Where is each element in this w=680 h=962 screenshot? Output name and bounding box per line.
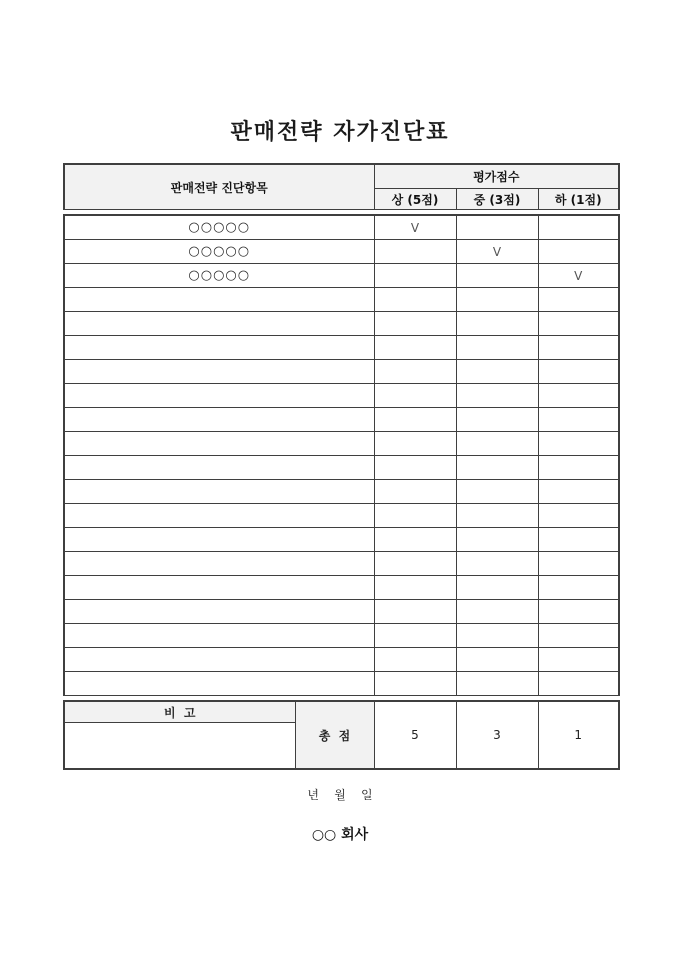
score-check-cell bbox=[456, 432, 538, 456]
score-check-cell bbox=[374, 432, 456, 456]
score-check-cell bbox=[374, 360, 456, 384]
score-check-cell bbox=[538, 432, 619, 456]
diagnosis-item-cell bbox=[64, 312, 374, 336]
table-row bbox=[64, 528, 619, 552]
table-row bbox=[64, 576, 619, 600]
remarks-header-cell: 비 고 bbox=[64, 701, 295, 723]
score-check-cell bbox=[374, 576, 456, 600]
table-row bbox=[64, 552, 619, 576]
score-check-cell bbox=[538, 600, 619, 624]
diagnosis-item-cell bbox=[64, 600, 374, 624]
total-mid-value-cell: 3 bbox=[456, 701, 538, 769]
score-check-cell bbox=[374, 288, 456, 312]
diagnosis-item-cell bbox=[64, 432, 374, 456]
table-row bbox=[64, 215, 619, 240]
total-low-value-cell: 1 bbox=[538, 701, 619, 769]
table-row bbox=[64, 456, 619, 480]
table-row bbox=[64, 384, 619, 408]
score-check-cell bbox=[538, 336, 619, 360]
table-row bbox=[64, 504, 619, 528]
diagnosis-item-cell: ○○○○○ bbox=[64, 240, 374, 264]
diagnosis-table-body bbox=[63, 214, 620, 696]
score-check-cell bbox=[456, 215, 538, 240]
score-group-header: 평가점수 bbox=[374, 164, 619, 189]
score-check-cell: V bbox=[374, 215, 456, 240]
score-check-cell bbox=[538, 528, 619, 552]
score-check-cell bbox=[538, 408, 619, 432]
score-check-cell bbox=[374, 600, 456, 624]
score-check-cell bbox=[538, 624, 619, 648]
table-row bbox=[64, 672, 619, 696]
table-row bbox=[64, 432, 619, 456]
score-check-cell: V bbox=[538, 264, 619, 288]
table-row bbox=[64, 360, 619, 384]
score-check-cell bbox=[456, 600, 538, 624]
diagnosis-item-cell bbox=[64, 360, 374, 384]
diagnosis-item-cell bbox=[64, 288, 374, 312]
score-check-cell bbox=[374, 672, 456, 696]
score-check-cell bbox=[456, 480, 538, 504]
table-row bbox=[64, 336, 619, 360]
score-check-cell bbox=[456, 288, 538, 312]
score-check-cell bbox=[456, 456, 538, 480]
diagnosis-item-cell bbox=[64, 384, 374, 408]
diagnosis-item-cell bbox=[64, 624, 374, 648]
diagnosis-item-cell bbox=[64, 528, 374, 552]
diagnosis-item-cell bbox=[64, 648, 374, 672]
score-check-cell bbox=[374, 528, 456, 552]
table-row bbox=[64, 408, 619, 432]
diagnosis-item-cell bbox=[64, 456, 374, 480]
score-high-header: 상 (5점) bbox=[374, 189, 456, 210]
score-low-header: 하 (1점) bbox=[538, 189, 619, 210]
items-column-header: 판매전략 진단항목 bbox=[64, 164, 374, 210]
score-check-cell bbox=[374, 240, 456, 264]
table-row bbox=[64, 600, 619, 624]
score-check-cell bbox=[538, 480, 619, 504]
score-check-cell bbox=[538, 552, 619, 576]
score-mid-header: 중 (3점) bbox=[456, 189, 538, 210]
score-check-cell bbox=[538, 648, 619, 672]
diagnosis-table-header bbox=[63, 163, 620, 210]
score-check-cell bbox=[456, 504, 538, 528]
score-check-cell bbox=[456, 408, 538, 432]
score-check-cell bbox=[538, 456, 619, 480]
score-check-cell bbox=[538, 360, 619, 384]
score-check-cell bbox=[538, 240, 619, 264]
score-check-cell bbox=[374, 552, 456, 576]
score-check-cell bbox=[374, 648, 456, 672]
diagnosis-item-cell bbox=[64, 672, 374, 696]
score-check-cell bbox=[538, 672, 619, 696]
table-row bbox=[64, 240, 619, 264]
score-check-cell bbox=[374, 384, 456, 408]
score-check-cell bbox=[456, 312, 538, 336]
diagnosis-item-cell bbox=[64, 408, 374, 432]
table-row bbox=[64, 288, 619, 312]
remarks-value-cell bbox=[64, 723, 295, 770]
score-check-cell bbox=[374, 480, 456, 504]
page-title: 판매전략 자가진단표 bbox=[230, 120, 450, 145]
score-check-cell bbox=[456, 384, 538, 408]
score-check-cell bbox=[538, 576, 619, 600]
total-high-value-cell: 5 bbox=[374, 701, 456, 769]
table-row bbox=[64, 648, 619, 672]
table-row bbox=[64, 624, 619, 648]
table-row bbox=[64, 312, 619, 336]
score-check-cell bbox=[374, 624, 456, 648]
score-check-cell bbox=[456, 648, 538, 672]
score-check-cell bbox=[538, 215, 619, 240]
diagnosis-item-cell bbox=[64, 336, 374, 360]
diagnosis-item-cell bbox=[64, 480, 374, 504]
score-check-cell bbox=[456, 528, 538, 552]
diagnosis-item-cell bbox=[64, 504, 374, 528]
table-row bbox=[64, 264, 619, 288]
score-check-cell bbox=[374, 264, 456, 288]
diagnosis-item-cell: ○○○○○ bbox=[64, 215, 374, 240]
diagnosis-item-cell bbox=[64, 576, 374, 600]
company-name: ○○ 회사 bbox=[311, 827, 369, 843]
score-check-cell bbox=[374, 312, 456, 336]
score-check-cell bbox=[456, 336, 538, 360]
date-line: 년 월 일 bbox=[307, 788, 373, 802]
score-check-cell bbox=[538, 504, 619, 528]
table-row bbox=[64, 480, 619, 504]
score-check-cell bbox=[456, 576, 538, 600]
score-check-cell bbox=[374, 336, 456, 360]
score-check-cell: V bbox=[456, 240, 538, 264]
score-check-cell bbox=[374, 456, 456, 480]
total-score-label-cell: 총 점 bbox=[295, 701, 374, 769]
score-check-cell bbox=[456, 624, 538, 648]
score-check-cell bbox=[538, 384, 619, 408]
score-check-cell bbox=[456, 552, 538, 576]
score-check-cell bbox=[456, 672, 538, 696]
score-check-cell bbox=[538, 312, 619, 336]
diagnosis-item-cell bbox=[64, 552, 374, 576]
score-check-cell bbox=[456, 360, 538, 384]
score-check-cell bbox=[538, 288, 619, 312]
score-check-cell bbox=[374, 408, 456, 432]
summary-table bbox=[63, 700, 620, 770]
score-check-cell bbox=[456, 264, 538, 288]
score-check-cell bbox=[374, 504, 456, 528]
diagnosis-item-cell: ○○○○○ bbox=[64, 264, 374, 288]
